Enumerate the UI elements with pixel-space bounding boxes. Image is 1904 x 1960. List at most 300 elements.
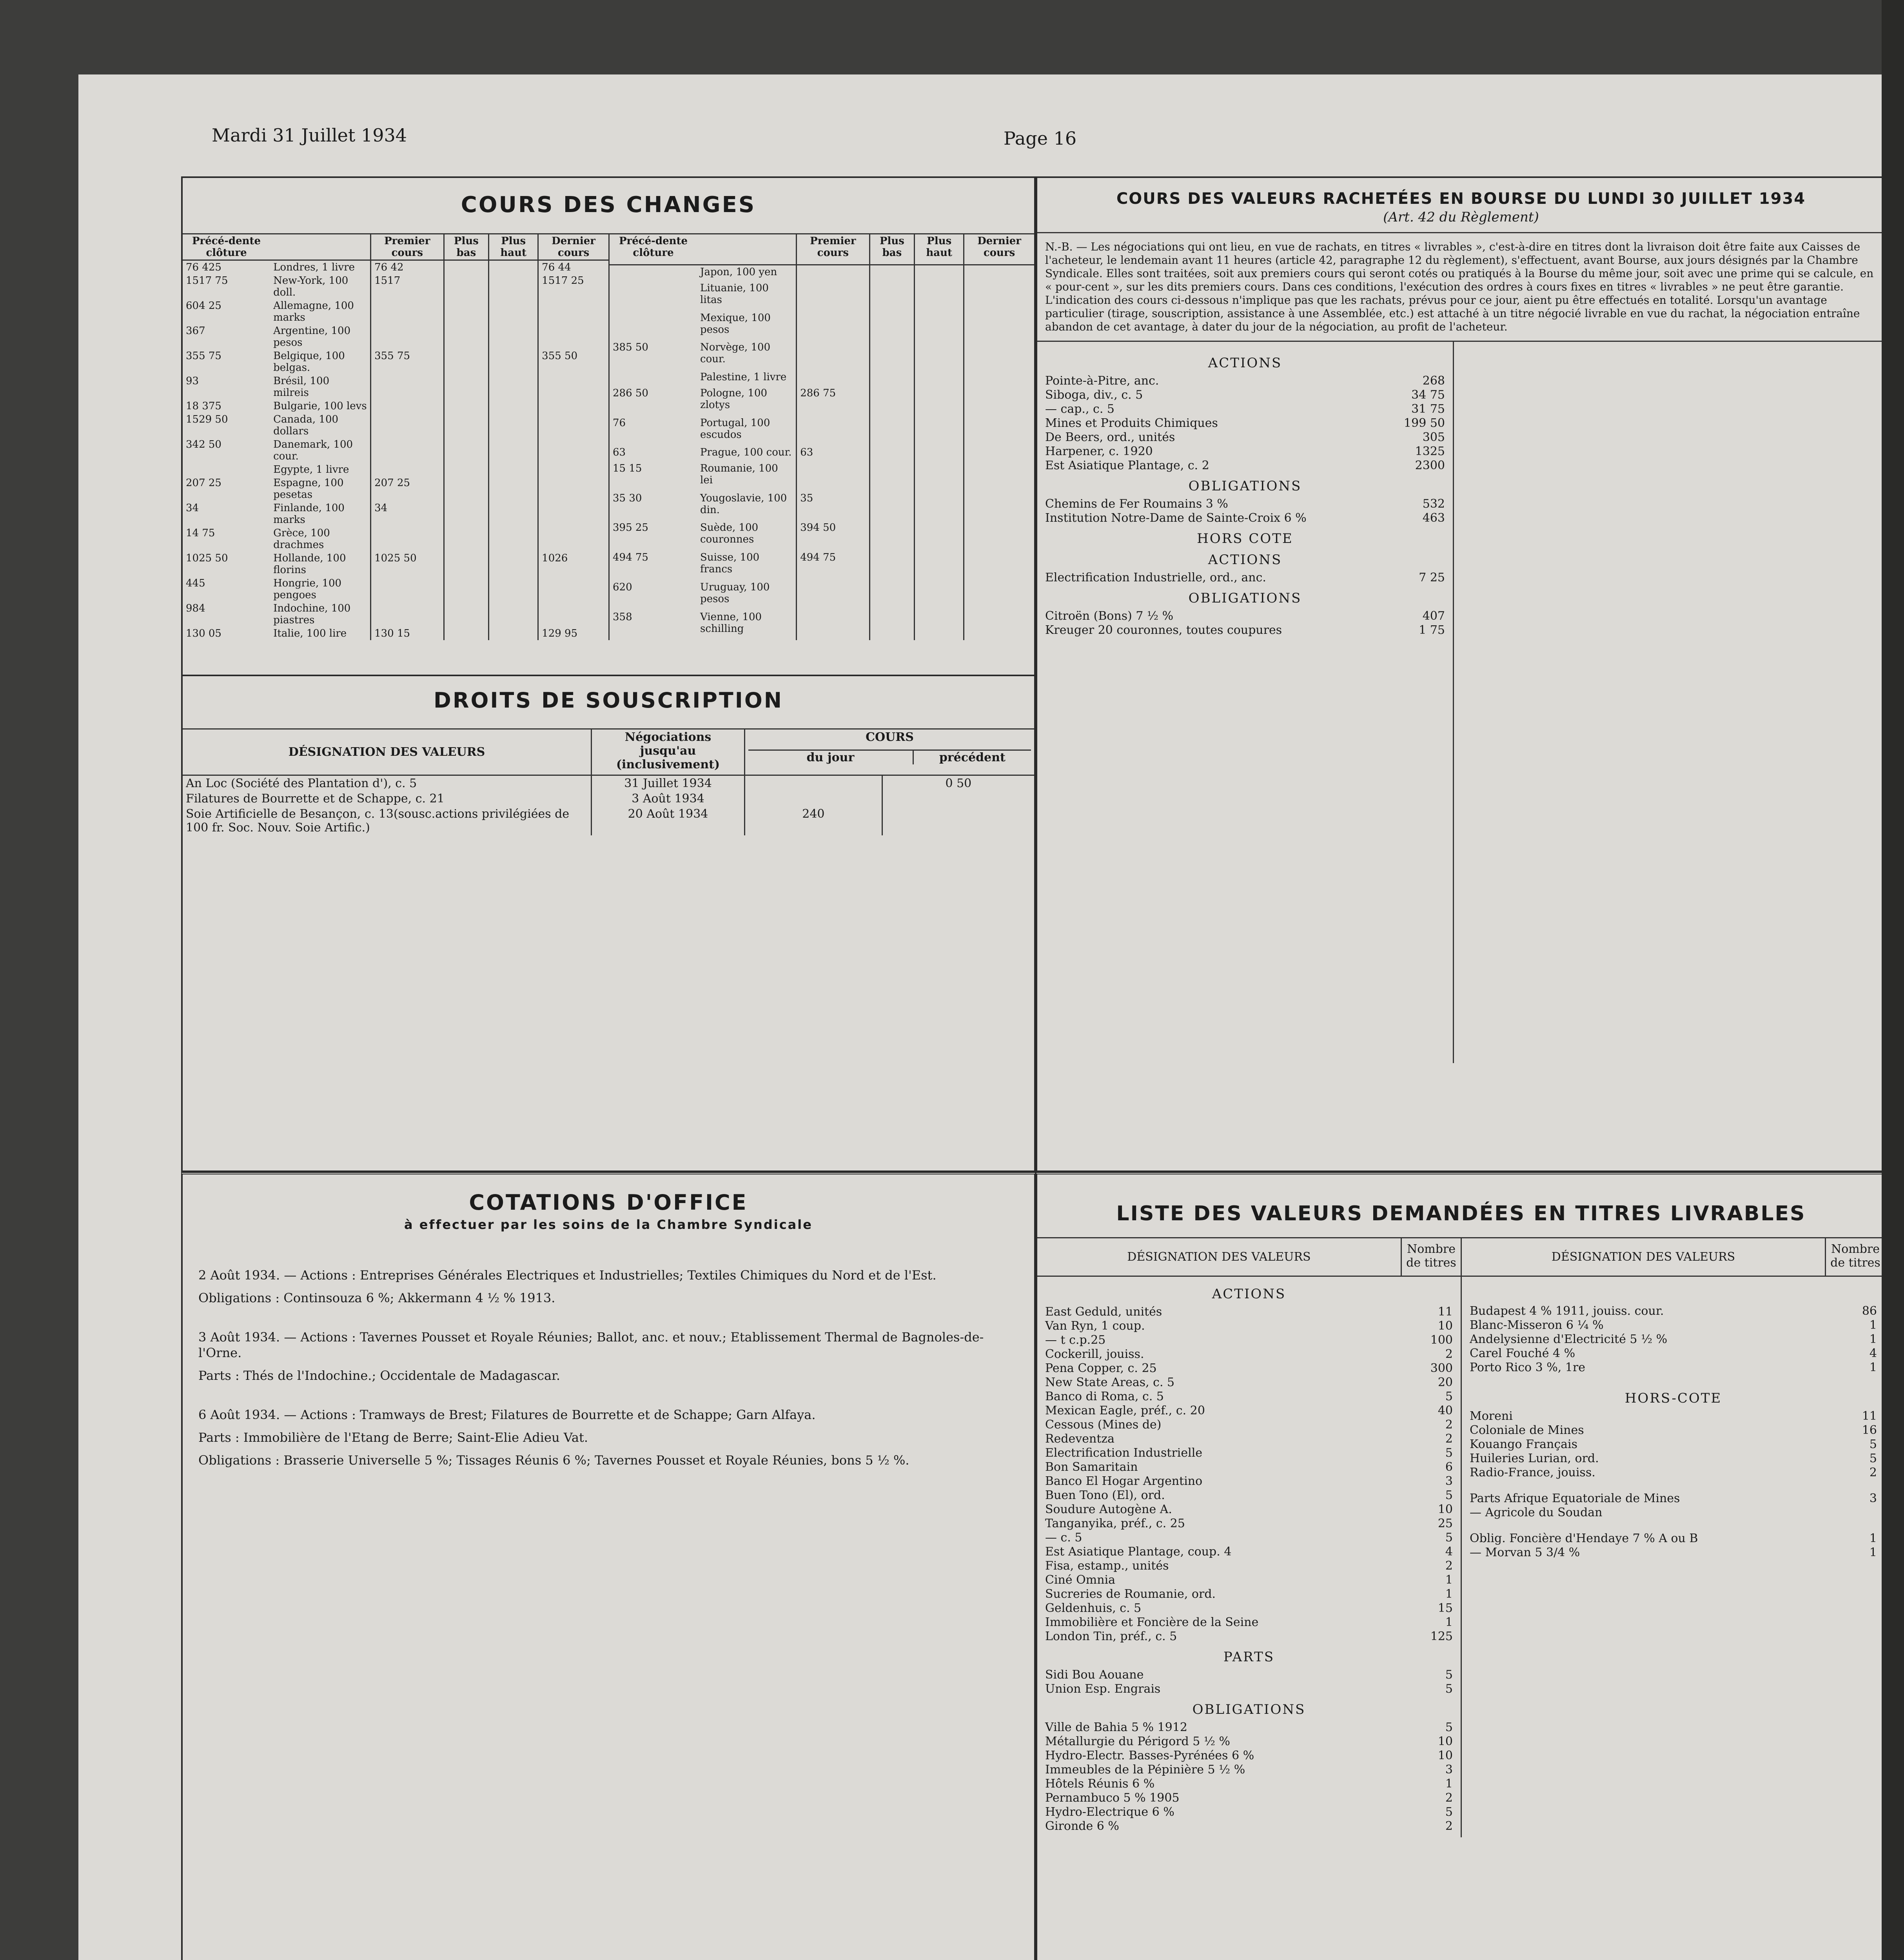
rachetees-title: COURS DES VALEURS RACHETÉES EN BOURSE DU LUNDI 30 JUILLET 1934 [1116,190,1806,208]
livrable-action-value: 125 [1430,1630,1453,1643]
change-cell: 63 [797,446,869,461]
change-row [183,476,608,501]
change-row [609,265,1035,281]
change-cell [489,324,538,349]
change-cell [444,399,489,413]
change-cell: Allemagne, 100 marks [273,300,354,323]
change-cell [444,274,489,299]
change-cell: 76 44 [538,260,608,274]
change-cell [869,446,915,461]
change-cell: 494 75 [613,552,648,564]
livrable-action-value: 3 [1445,1474,1453,1488]
col-low: Plus bas [444,234,489,260]
change-cell [489,274,538,299]
change-cell: 1025 50 [186,552,228,564]
change-cell: Lituanie, 100 litas [700,282,769,306]
change-cell [371,324,444,349]
livrable-action-label: — c. 5 [1045,1531,1082,1544]
rachetee-action-value: 2300 [1415,459,1445,472]
rachetee-action-value: 199 50 [1404,416,1445,430]
change-cell [915,446,964,461]
livrables-section [1036,1172,1886,1960]
change-cell [797,462,869,492]
livrable-action [1045,1587,1453,1601]
rachetee-action [1045,445,1445,459]
livrable-obligation-value: 10 [1438,1735,1453,1748]
col-nombre-r: Nombre de titres [1825,1238,1885,1276]
change-cell [538,463,608,476]
change-cell [489,501,538,526]
change-cell [538,399,608,413]
change-cell: Pologne, 100 zlotys [700,387,768,411]
livrable-action-value: 6 [1445,1460,1453,1474]
change-cell: Japon, 100 yen [700,266,777,278]
livrable-action-label: Redeventza [1045,1432,1115,1446]
change-cell [869,281,915,311]
livrable-obligation-label: Hôtels Réunis 6 % [1045,1777,1155,1791]
livrable-action-value: 2 [1445,1559,1453,1573]
change-cell [538,413,608,438]
livrable-obligation-value: 2 [1445,1791,1453,1805]
change-cell [489,374,538,399]
change-cell: 286 50 [613,387,648,399]
page-edge [1882,0,1904,1960]
change-cell: 367 [186,325,205,337]
change-cell [371,438,444,463]
change-cell [489,413,538,438]
change-cell: 1529 50 [186,414,228,425]
change-row [609,521,1035,551]
change-cell [869,341,915,370]
livrable-hors-label: Moreni [1470,1409,1513,1423]
change-cell: Mexique, 100 pesos [700,312,771,336]
livrable-action-label: Immobilière et Foncière de la Seine [1045,1615,1259,1629]
change-cell: 63 [613,446,626,459]
livrable-obligation-value: 3 [1445,1763,1453,1777]
change-cell [964,521,1034,551]
change-cell: 445 [186,577,205,589]
change-cell: 395 25 [613,522,648,534]
livrable-hors-label: Huileries Lurian, ord. [1470,1452,1599,1465]
change-cell [489,349,538,374]
rachetee-action [1045,416,1445,430]
change-cell [869,492,915,521]
souscription-title: DROITS DE SOUSCRIPTION [434,688,783,713]
change-row [609,311,1035,341]
livrable-part-value: 5 [1445,1682,1453,1696]
change-cell: 394 50 [797,521,869,551]
change-cell: 286 75 [797,387,869,416]
change-cell [797,281,869,311]
changes-table-left [183,234,608,640]
livrable-action-value: 15 [1438,1601,1453,1615]
change-row [609,610,1035,640]
livrable-obligation [1045,1819,1453,1833]
change-cell [489,552,538,577]
livrable-action-label: East Geduld, unités [1045,1305,1162,1319]
change-cell: 984 [186,603,205,614]
livrable-hors-label: Coloniale de Mines [1470,1423,1584,1437]
rachetee-action-label: Est Asiatique Plantage, c. 2 [1045,459,1209,472]
livrable-action-value: 4 [1445,1545,1453,1559]
livrable-right [1470,1304,1877,1318]
livrable-action-value: 2 [1445,1347,1453,1361]
change-row [609,551,1035,581]
souscription-cell: 20 Août 1934 [592,806,745,835]
livrable-right-label: Carel Fouché 4 % [1470,1347,1575,1360]
rachetee-hc-obligation-value: 407 [1422,609,1445,623]
livrable-action-label: Electrification Industrielle [1045,1446,1203,1460]
livrable-action-value: 2 [1445,1418,1453,1432]
col-first: Premier cours [371,234,444,260]
change-cell [444,463,489,476]
change-row [183,602,608,627]
livrable-action [1045,1517,1453,1531]
change-cell [869,462,915,492]
livrables-title: LISTE DES VALEURS DEMANDÉES EN TITRES LIVRABLES [1116,1202,1806,1225]
livrable-action-value: 1 [1445,1587,1453,1601]
livrables-h-obligations: OBLIGATIONS [1192,1702,1306,1717]
livrable-action [1045,1474,1453,1488]
livrable-hors-label: Kouango Français [1470,1437,1578,1451]
change-cell: 93 [186,375,199,387]
livrable-hors3-label: Oblig. Foncière d'Hendaye 7 % A ou B [1470,1532,1698,1545]
rachetee-hc-obligation [1045,623,1445,637]
change-row [183,552,608,577]
souscription-cell: 31 Juillet 1934 [592,775,745,791]
livrable-hors2-label: — Agricole du Soudan [1470,1506,1603,1519]
livrable-action [1045,1531,1453,1545]
livrable-hors2-value [1830,1506,1877,1520]
livrable-action-label: — t c.p.25 [1045,1333,1106,1347]
change-cell: Egypte, 1 livre [273,464,349,475]
livrable-hors [1470,1409,1877,1423]
rachetee-action-label: Harpener, c. 1920 [1045,445,1153,458]
change-cell [538,501,608,526]
rachetee-action-value: 31 75 [1411,402,1445,416]
change-cell [915,265,964,281]
livrable-action-value: 2 [1445,1432,1453,1446]
livrable-obligation-label: Immeubles de la Pépinière 5 ½ % [1045,1763,1245,1777]
livrable-action-label: Cockerill, jouiss. [1045,1347,1144,1361]
livrable-action-value: 5 [1445,1488,1453,1502]
change-cell: 1026 [538,552,608,577]
change-cell: Indochine, 100 piastres [273,603,351,626]
livrable-action-label: Pena Copper, c. 25 [1045,1361,1157,1375]
change-row [183,438,608,463]
livrable-action-value: 40 [1438,1404,1453,1417]
change-cell [964,610,1034,640]
change-row [183,526,608,552]
rachetee-obligation [1045,497,1445,511]
change-cell [371,577,444,602]
change-cell [915,610,964,640]
change-row [183,413,608,438]
change-row [609,446,1035,461]
rachetee-obligation [1045,511,1445,525]
livrable-action-label: New State Areas, c. 5 [1045,1376,1175,1389]
change-cell [609,370,697,386]
livrable-action-value: 25 [1438,1517,1453,1530]
livrable-right-label: Andelysienne d'Electricité 5 ½ % [1470,1332,1668,1346]
rachetee-action-label: — cap., c. 5 [1045,402,1114,416]
rachetee-hc-action [1045,571,1445,585]
livrable-obligation [1045,1805,1453,1819]
change-cell [489,463,538,476]
rachetees-section [1036,176,1886,1172]
rachetee-obligation-label: Chemins de Fer Roumains 3 % [1045,497,1228,511]
change-cell [964,581,1034,610]
livrable-obligation-label: Pernambuco 5 % 1905 [1045,1791,1180,1805]
livrable-action-label: Tanganyika, préf., c. 25 [1045,1517,1185,1530]
change-cell [538,577,608,602]
change-cell: Palestine, 1 livre [700,371,787,383]
livrable-action-label: Sucreries de Roumanie, ord. [1045,1587,1216,1601]
livrable-hors-value: 2 [1869,1466,1877,1479]
souscription-section [181,676,1036,1172]
change-cell [915,311,964,341]
livrable-hors3-value: 1 [1869,1532,1877,1545]
change-cell [964,281,1034,311]
change-row [609,462,1035,492]
change-cell [869,610,915,640]
change-cell [444,438,489,463]
livrable-right-value: 4 [1869,1347,1877,1360]
change-cell: Argentine, 100 pesos [273,325,351,348]
livrable-hors-value: 16 [1862,1423,1877,1437]
col-designation-r: DÉSIGNATION DES VALEURS [1551,1250,1735,1264]
livrable-hors-label: Radio-France, jouiss. [1470,1466,1595,1479]
change-cell [869,370,915,386]
rachetee-hc-obligation-value: 1 75 [1419,623,1445,637]
change-cell [797,265,869,281]
change-cell [915,521,964,551]
rachetee-action-label: Mines et Produits Chimiques [1045,416,1218,430]
change-cell [538,526,608,552]
change-cell [371,526,444,552]
rachetee-hc-action-value: 7 25 [1419,571,1445,584]
change-cell [915,492,964,521]
livrable-action [1045,1630,1453,1644]
office-paragraph: Parts : Thés de l'Indochine.; Occidentale de Madagascar. [198,1368,560,1383]
change-cell: 76 42 [371,260,444,274]
change-cell: 207 25 [186,477,221,489]
livrable-obligation-label: Gironde 6 % [1045,1819,1119,1833]
livrable-hors2 [1470,1506,1877,1520]
change-cell [444,260,489,274]
office-paragraph: 2 Août 1934. — Actions : Entreprises Générales Electriques et Industrielles; Textiles Chimiques du Nord et de l'Est. [198,1268,937,1283]
change-cell [797,581,869,610]
newspaper-page [78,74,1882,1960]
office-section [181,1172,1036,1960]
rachetee-action-label: De Beers, ord., unités [1045,430,1175,444]
change-cell: 130 05 [186,628,221,639]
livrable-obligation [1045,1791,1453,1805]
change-cell [538,438,608,463]
livrable-obligation-value: 1 [1445,1777,1453,1791]
change-cell [797,311,869,341]
livrable-action-label: London Tin, préf., c. 5 [1045,1630,1177,1643]
change-cell [964,492,1034,521]
livrable-obligation-value: 5 [1445,1805,1453,1819]
change-cell [869,265,915,281]
livrable-right-label: Blanc-Misseron 6 ¼ % [1470,1318,1604,1332]
change-cell: Brésil, 100 milreis [273,375,330,399]
livrable-action [1045,1418,1453,1432]
change-cell [371,602,444,627]
livrable-action [1045,1460,1453,1474]
change-cell: 34 [371,501,444,526]
change-row [183,299,608,324]
livrable-right [1470,1318,1877,1332]
livrable-obligation [1045,1749,1453,1763]
change-cell [609,265,697,281]
change-cell: 207 25 [371,476,444,501]
change-cell: Belgique, 100 belgas. [273,350,345,374]
livrable-action-value: 1 [1445,1615,1453,1629]
livrable-right [1470,1332,1877,1347]
col-high-r: Plus haut [915,234,964,265]
change-cell: Canada, 100 dollars [273,414,339,437]
change-cell: 355 75 [186,350,221,362]
change-row [183,399,608,413]
livrable-action-value: 11 [1438,1305,1453,1319]
livrable-obligation-value: 2 [1445,1819,1453,1833]
change-cell [444,552,489,577]
change-cell [609,311,697,341]
changes-section [181,176,1036,676]
livrable-action [1045,1503,1453,1517]
change-row [609,370,1035,386]
livrable-obligation-label: Métallurgie du Périgord 5 ½ % [1045,1735,1231,1748]
change-cell: 35 [797,492,869,521]
change-cell [371,413,444,438]
livrable-part [1045,1682,1453,1696]
change-cell: Grèce, 100 drachmes [273,527,330,551]
change-cell [915,581,964,610]
livrable-action [1045,1361,1453,1376]
change-cell: Roumanie, 100 lei [700,462,778,486]
change-cell [964,265,1034,281]
livrable-action [1045,1488,1453,1503]
change-row [183,374,608,399]
change-cell: 355 50 [538,349,608,374]
changes-table-right [608,234,1034,640]
change-cell [489,627,538,640]
change-cell: 1025 50 [371,552,444,577]
col-prev-close: Précé-dente clôture [192,235,261,259]
col-precedent: précédent [913,751,1031,764]
livrable-part-label: Sidi Bou Aouane [1045,1668,1144,1682]
change-cell: Bulgarie, 100 levs [273,400,367,412]
change-cell: Uruguay, 100 pesos [700,581,770,605]
livrable-action-value: 1 [1445,1573,1453,1587]
livrable-action [1045,1545,1453,1559]
change-cell [489,476,538,501]
livrable-action-label: Est Asiatique Plantage, coup. 4 [1045,1545,1232,1559]
change-cell: 34 [186,502,199,514]
col-jour: du jour [806,751,855,764]
col-nombre-l: Nombre de titres [1401,1238,1461,1276]
livrables-h-parts: PARTS [1223,1649,1275,1665]
livrable-obligation [1045,1777,1453,1791]
col-last: Dernier cours [538,234,608,260]
rachetees-h-hors: HORS COTE [1197,531,1293,546]
change-cell: 1517 75 [186,275,228,287]
livrable-obligation-value: 5 [1445,1720,1453,1734]
change-cell: Hongrie, 100 pengoes [273,577,342,601]
change-cell: Suisse, 100 francs [700,552,760,575]
change-cell: 129 95 [538,627,608,640]
change-cell [444,476,489,501]
livrable-action-value: 10 [1438,1503,1453,1516]
change-cell [915,341,964,370]
livrables-right [1462,1238,1885,1837]
change-row [609,387,1035,416]
rachetee-action-value: 268 [1422,374,1445,388]
change-cell [964,446,1034,461]
souscription-row [183,775,1034,791]
change-cell [869,521,915,551]
change-cell: Norvège, 100 cour. [700,341,771,365]
rachetees-h-obligations: OBLIGATIONS [1188,478,1302,494]
rachetee-action [1045,374,1445,388]
change-cell: 342 50 [186,439,221,450]
change-cell [489,602,538,627]
livrable-action [1045,1573,1453,1587]
livrables-h-actions: ACTIONS [1212,1286,1286,1302]
change-cell [915,281,964,311]
livrable-action-value: 5 [1445,1531,1453,1544]
change-row [183,577,608,602]
livrable-action [1045,1333,1453,1347]
rachetee-obligation-value: 463 [1422,511,1445,525]
livrable-action [1045,1446,1453,1460]
change-cell [444,602,489,627]
livrable-obligation [1045,1735,1453,1749]
change-cell [797,370,869,386]
livrable-part-value: 5 [1445,1668,1453,1682]
change-cell: 18 375 [186,400,221,412]
livrable-hors2-value: 3 [1869,1492,1877,1505]
livrable-action-label: Van Ryn, 1 coup. [1045,1319,1145,1333]
col-designation: DÉSIGNATION DES VALEURS [288,745,485,759]
livrable-action [1045,1390,1453,1404]
souscription-cell: Filatures de Bourrette et de Schappe, c. 21 [186,792,445,806]
souscription-cell: Soie Artificielle de Besançon, c. 13(sousc.actions privilégiées de 100 fr. Soc. Nouv. Soie Artific.) [186,807,570,835]
rachetee-hc-obligation-label: Citroën (Bons) 7 ½ % [1045,609,1174,623]
livrable-right-value: 86 [1862,1304,1877,1318]
livrable-obligation [1045,1720,1453,1735]
livrable-hors2 [1470,1492,1877,1506]
change-cell [489,260,538,274]
livrable-obligation-label: Ville de Bahia 5 % 1912 [1045,1720,1187,1734]
livrable-action-value: 20 [1438,1376,1453,1389]
change-cell: 76 [613,417,626,429]
livrable-obligation-label: Hydro-Electrique 6 % [1045,1805,1174,1819]
change-cell: Prague, 100 cour. [700,446,792,459]
change-cell [609,281,697,311]
change-cell [964,370,1034,386]
livrable-action-label: Buen Tono (El), ord. [1045,1488,1165,1502]
change-row [183,501,608,526]
rachetee-action-label: Siboga, div., c. 5 [1045,388,1143,402]
change-cell [444,324,489,349]
souscription-table [183,728,1034,835]
rachetee-action-label: Pointe-à-Pitre, anc. [1045,374,1159,388]
change-row [183,463,608,476]
change-cell [915,387,964,416]
